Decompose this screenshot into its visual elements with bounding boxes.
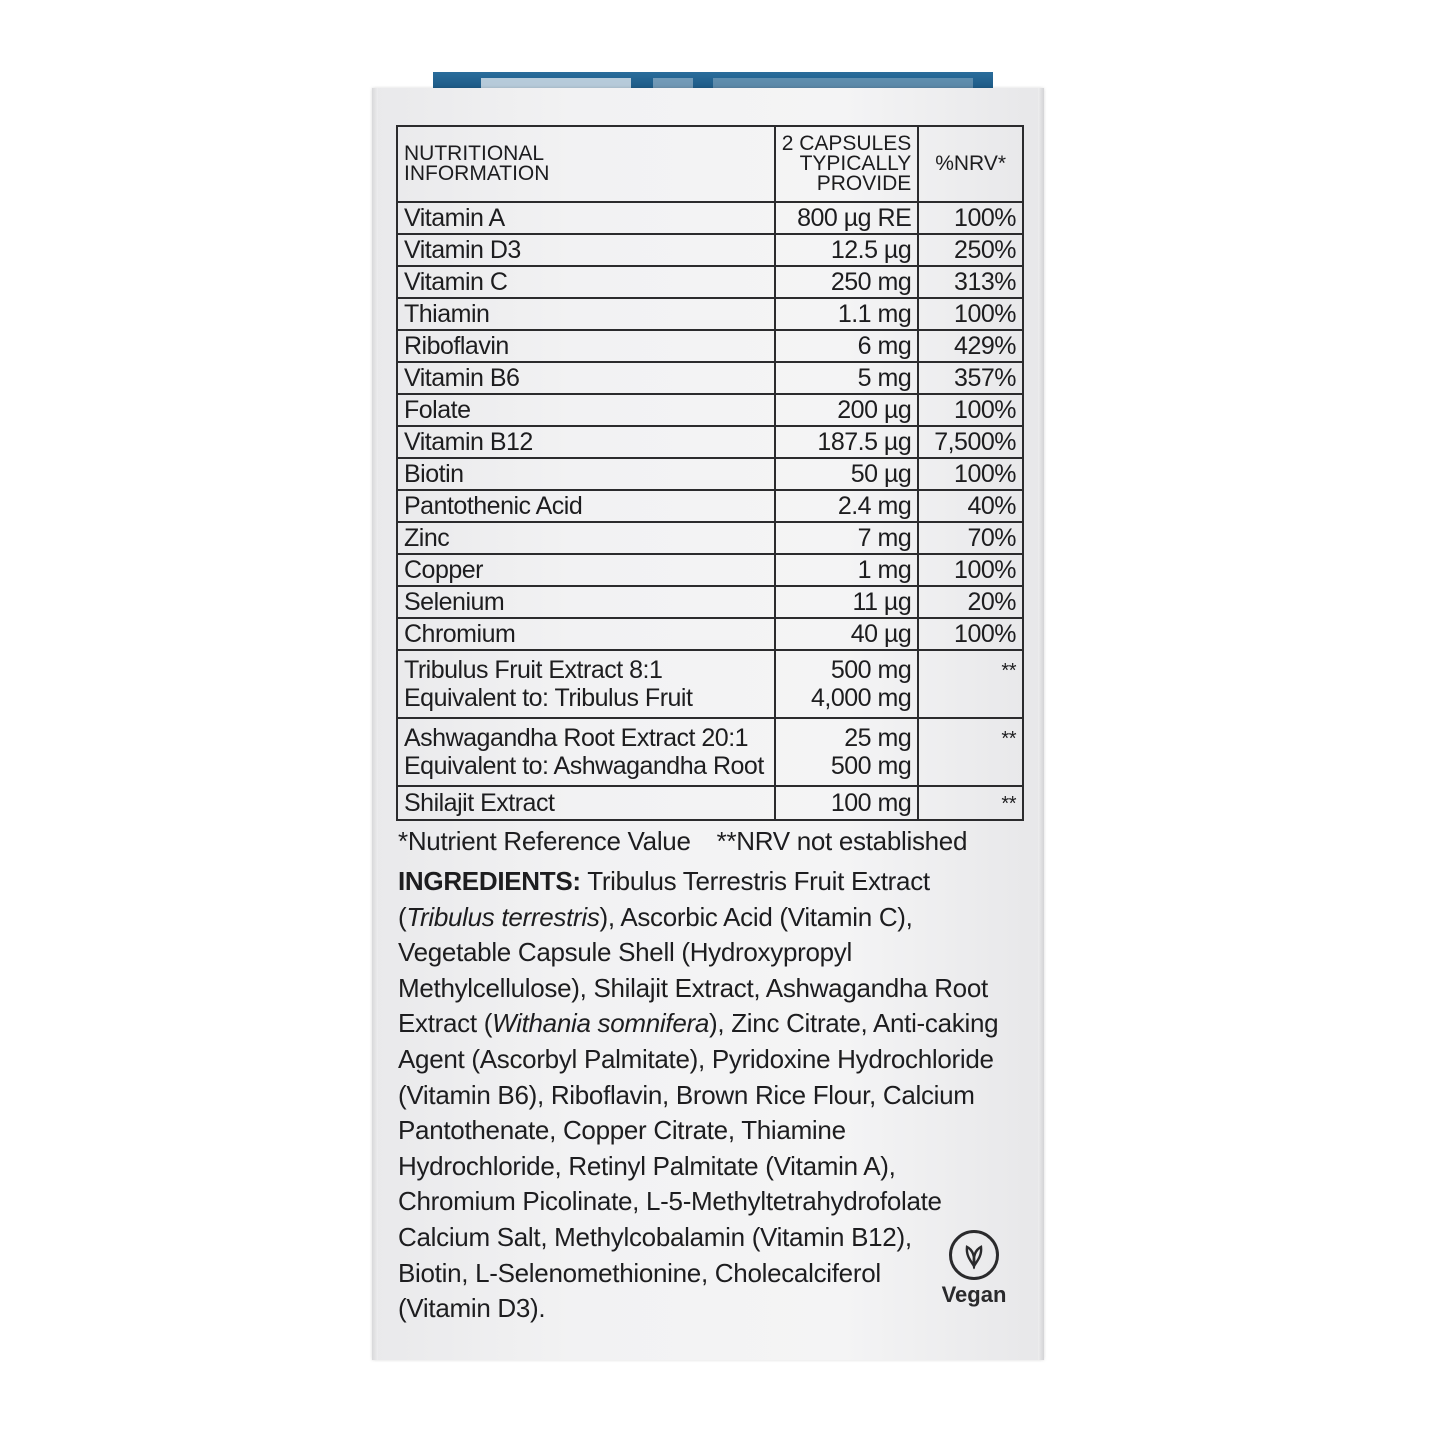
- table-row: [397, 234, 1023, 266]
- ingredients-line: [398, 864, 1038, 900]
- ingredients-text: Extract (: [398, 1008, 493, 1039]
- nutrient-name: Copper: [397, 554, 775, 586]
- table-row: [397, 586, 1023, 618]
- nutrient-nrv: 40%: [918, 490, 1023, 522]
- ingredients-line: Hydrochloride, Retinyl Palmitate (Vitamin A),: [398, 1150, 896, 1181]
- nutrient-name: Thiamin: [397, 298, 775, 330]
- table-row: [397, 330, 1023, 362]
- extract-amount-cell: [775, 650, 919, 718]
- table-row: [397, 786, 1023, 820]
- nutrient-name: Vitamin A: [397, 202, 775, 234]
- ingredients-line: Vegetable Capsule Shell (Hydroxypropyl: [398, 937, 852, 968]
- nutrient-name: Pantothenic Acid: [397, 490, 775, 522]
- nutrient-nrv: 100%: [918, 394, 1023, 426]
- nutrient-nrv: 70%: [918, 522, 1023, 554]
- ingredients-line: (Vitamin B6), Riboflavin, Brown Rice Flour, Calcium: [398, 1079, 975, 1110]
- nutrient-amount: 40 µg: [775, 618, 919, 650]
- ingredients-line: [398, 900, 1038, 936]
- ingredients-line: Pantothenate, Copper Citrate, Thiamine: [398, 1115, 846, 1146]
- nutrient-nrv: **: [918, 786, 1023, 820]
- ingredients-text: Tribulus Terrestris Fruit Extract: [580, 866, 930, 896]
- table-row: [397, 618, 1023, 650]
- nrv-definition: *Nutrient Reference Value: [398, 826, 691, 856]
- ingredients-line: [398, 1006, 1038, 1042]
- nutrient-nrv: 100%: [918, 458, 1023, 490]
- box-edge-right: [1038, 88, 1044, 1360]
- extract-equivalent: Equivalent to: Tribulus Fruit: [404, 684, 693, 712]
- nutrient-amount: 6 mg: [775, 330, 919, 362]
- ingredients-line: (Vitamin D3).: [398, 1293, 546, 1324]
- nutrient-nrv: 313%: [918, 266, 1023, 298]
- ingredients-line: Agent (Ascorbyl Palmitate), Pyridoxine Hydrochloride: [398, 1043, 994, 1074]
- extract-name-cell: [397, 718, 775, 786]
- table-row: [397, 426, 1023, 458]
- header-nutritional-information: [397, 126, 775, 202]
- nutrient-name: Folate: [397, 394, 775, 426]
- nutrient-amount: 5 mg: [775, 362, 919, 394]
- ingredients-text: ), Zinc Citrate, Anti-caking: [709, 1008, 999, 1039]
- header-line: PROVIDE: [816, 172, 912, 195]
- table-row: [397, 202, 1023, 234]
- table-row: [397, 458, 1023, 490]
- table-header-row: [397, 126, 1023, 202]
- extract-name: Tribulus Fruit Extract 8:1: [404, 656, 663, 684]
- nutrient-nrv: 7,500%: [918, 426, 1023, 458]
- nutrient-amount: 250 mg: [775, 266, 919, 298]
- nutrient-nrv: 357%: [918, 362, 1023, 394]
- nutrient-nrv: 20%: [918, 586, 1023, 618]
- ingredients-line: Methylcellulose), Shilajit Extract, Ashwagandha Root: [398, 972, 988, 1003]
- vegan-label: Vegan: [941, 1282, 1007, 1307]
- nutrient-nrv: 429%: [918, 330, 1023, 362]
- nutrient-amount: 7 mg: [775, 522, 919, 554]
- ingredients-text: ), Ascorbic Acid (Vitamin C),: [599, 901, 913, 932]
- extract-nrv: **: [918, 650, 1023, 718]
- ingredients-line: Chromium Picolinate, L-5-Methyltetrahydrofolate: [398, 1186, 942, 1217]
- table-row: [397, 554, 1023, 586]
- nutrient-name: Biotin: [397, 458, 775, 490]
- nutrient-name: Vitamin B6: [397, 362, 775, 394]
- vegan-badge: [932, 1230, 1016, 1308]
- extract-equivalent: Equivalent to: Ashwagandha Root: [404, 752, 764, 780]
- nutrition-table: [396, 125, 1024, 821]
- nutrient-amount: 187.5 µg: [775, 426, 919, 458]
- header-line: INFORMATION: [404, 162, 550, 185]
- nutrient-amount: 200 µg: [775, 394, 919, 426]
- nrv-footnote: [398, 826, 967, 857]
- nutrient-amount: 1.1 mg: [775, 298, 919, 330]
- table-row: [397, 266, 1023, 298]
- nutrient-name: Shilajit Extract: [397, 786, 775, 820]
- latin-name: Tribulus terrestris: [406, 901, 600, 932]
- nutrient-name: Vitamin C: [397, 266, 775, 298]
- extract-equivalent-amount: 500 mg: [830, 752, 912, 780]
- nutrient-nrv: 100%: [918, 202, 1023, 234]
- header-line: 2 CAPSULES: [781, 132, 912, 155]
- nutrient-amount: 2.4 mg: [775, 490, 919, 522]
- extract-name: Ashwagandha Root Extract 20:1: [404, 724, 749, 752]
- header-line: NUTRITIONAL: [404, 142, 545, 165]
- nutrient-nrv: 100%: [918, 554, 1023, 586]
- ingredients-label: INGREDIENTS:: [398, 866, 581, 896]
- nutrient-name: Chromium: [397, 618, 775, 650]
- ingredients-line: Calcium Salt, Methylcobalamin (Vitamin B12),: [398, 1221, 912, 1252]
- table-row: [397, 522, 1023, 554]
- nutrient-amount: 11 µg: [775, 586, 919, 618]
- nutrient-amount: 100 mg: [775, 786, 919, 820]
- table-row: [397, 394, 1023, 426]
- nutrient-name: Vitamin B12: [397, 426, 775, 458]
- nutrient-nrv: 100%: [918, 298, 1023, 330]
- table-row-extract: [397, 718, 1023, 786]
- nrv-not-established: **NRV not established: [716, 826, 968, 856]
- nutrient-amount: 800 µg RE: [775, 202, 919, 234]
- nutrient-amount: 50 µg: [775, 458, 919, 490]
- latin-name: Withania somnifera: [492, 1008, 710, 1039]
- nutrient-name: Zinc: [397, 522, 775, 554]
- extract-amount: 25 mg: [844, 724, 912, 752]
- nutrient-nrv: 100%: [918, 618, 1023, 650]
- ingredients-line: Biotin, L-Selenomethionine, Cholecalciferol: [398, 1257, 881, 1288]
- header-nrv: %NRV*: [918, 126, 1023, 202]
- extract-name-cell: [397, 650, 775, 718]
- vegan-leaf-icon: [949, 1230, 999, 1280]
- extract-equivalent-amount: 4,000 mg: [811, 684, 912, 712]
- extract-amount: 500 mg: [830, 656, 912, 684]
- extract-nrv: **: [918, 718, 1023, 786]
- box-edge-left: [372, 88, 378, 1360]
- header-line: TYPICALLY: [799, 152, 912, 175]
- table-row: [397, 362, 1023, 394]
- nutrient-name: Vitamin D3: [397, 234, 775, 266]
- table-row-extract: [397, 650, 1023, 718]
- nutrient-amount: 1 mg: [775, 554, 919, 586]
- header-amount: [775, 126, 919, 202]
- ingredients-text: (: [398, 901, 407, 932]
- nutrient-amount: 12.5 µg: [775, 234, 919, 266]
- extract-amount-cell: [775, 718, 919, 786]
- nutrient-nrv: 250%: [918, 234, 1023, 266]
- nutrient-name: Selenium: [397, 586, 775, 618]
- table-row: [397, 490, 1023, 522]
- table-row: [397, 298, 1023, 330]
- nutrient-name: Riboflavin: [397, 330, 775, 362]
